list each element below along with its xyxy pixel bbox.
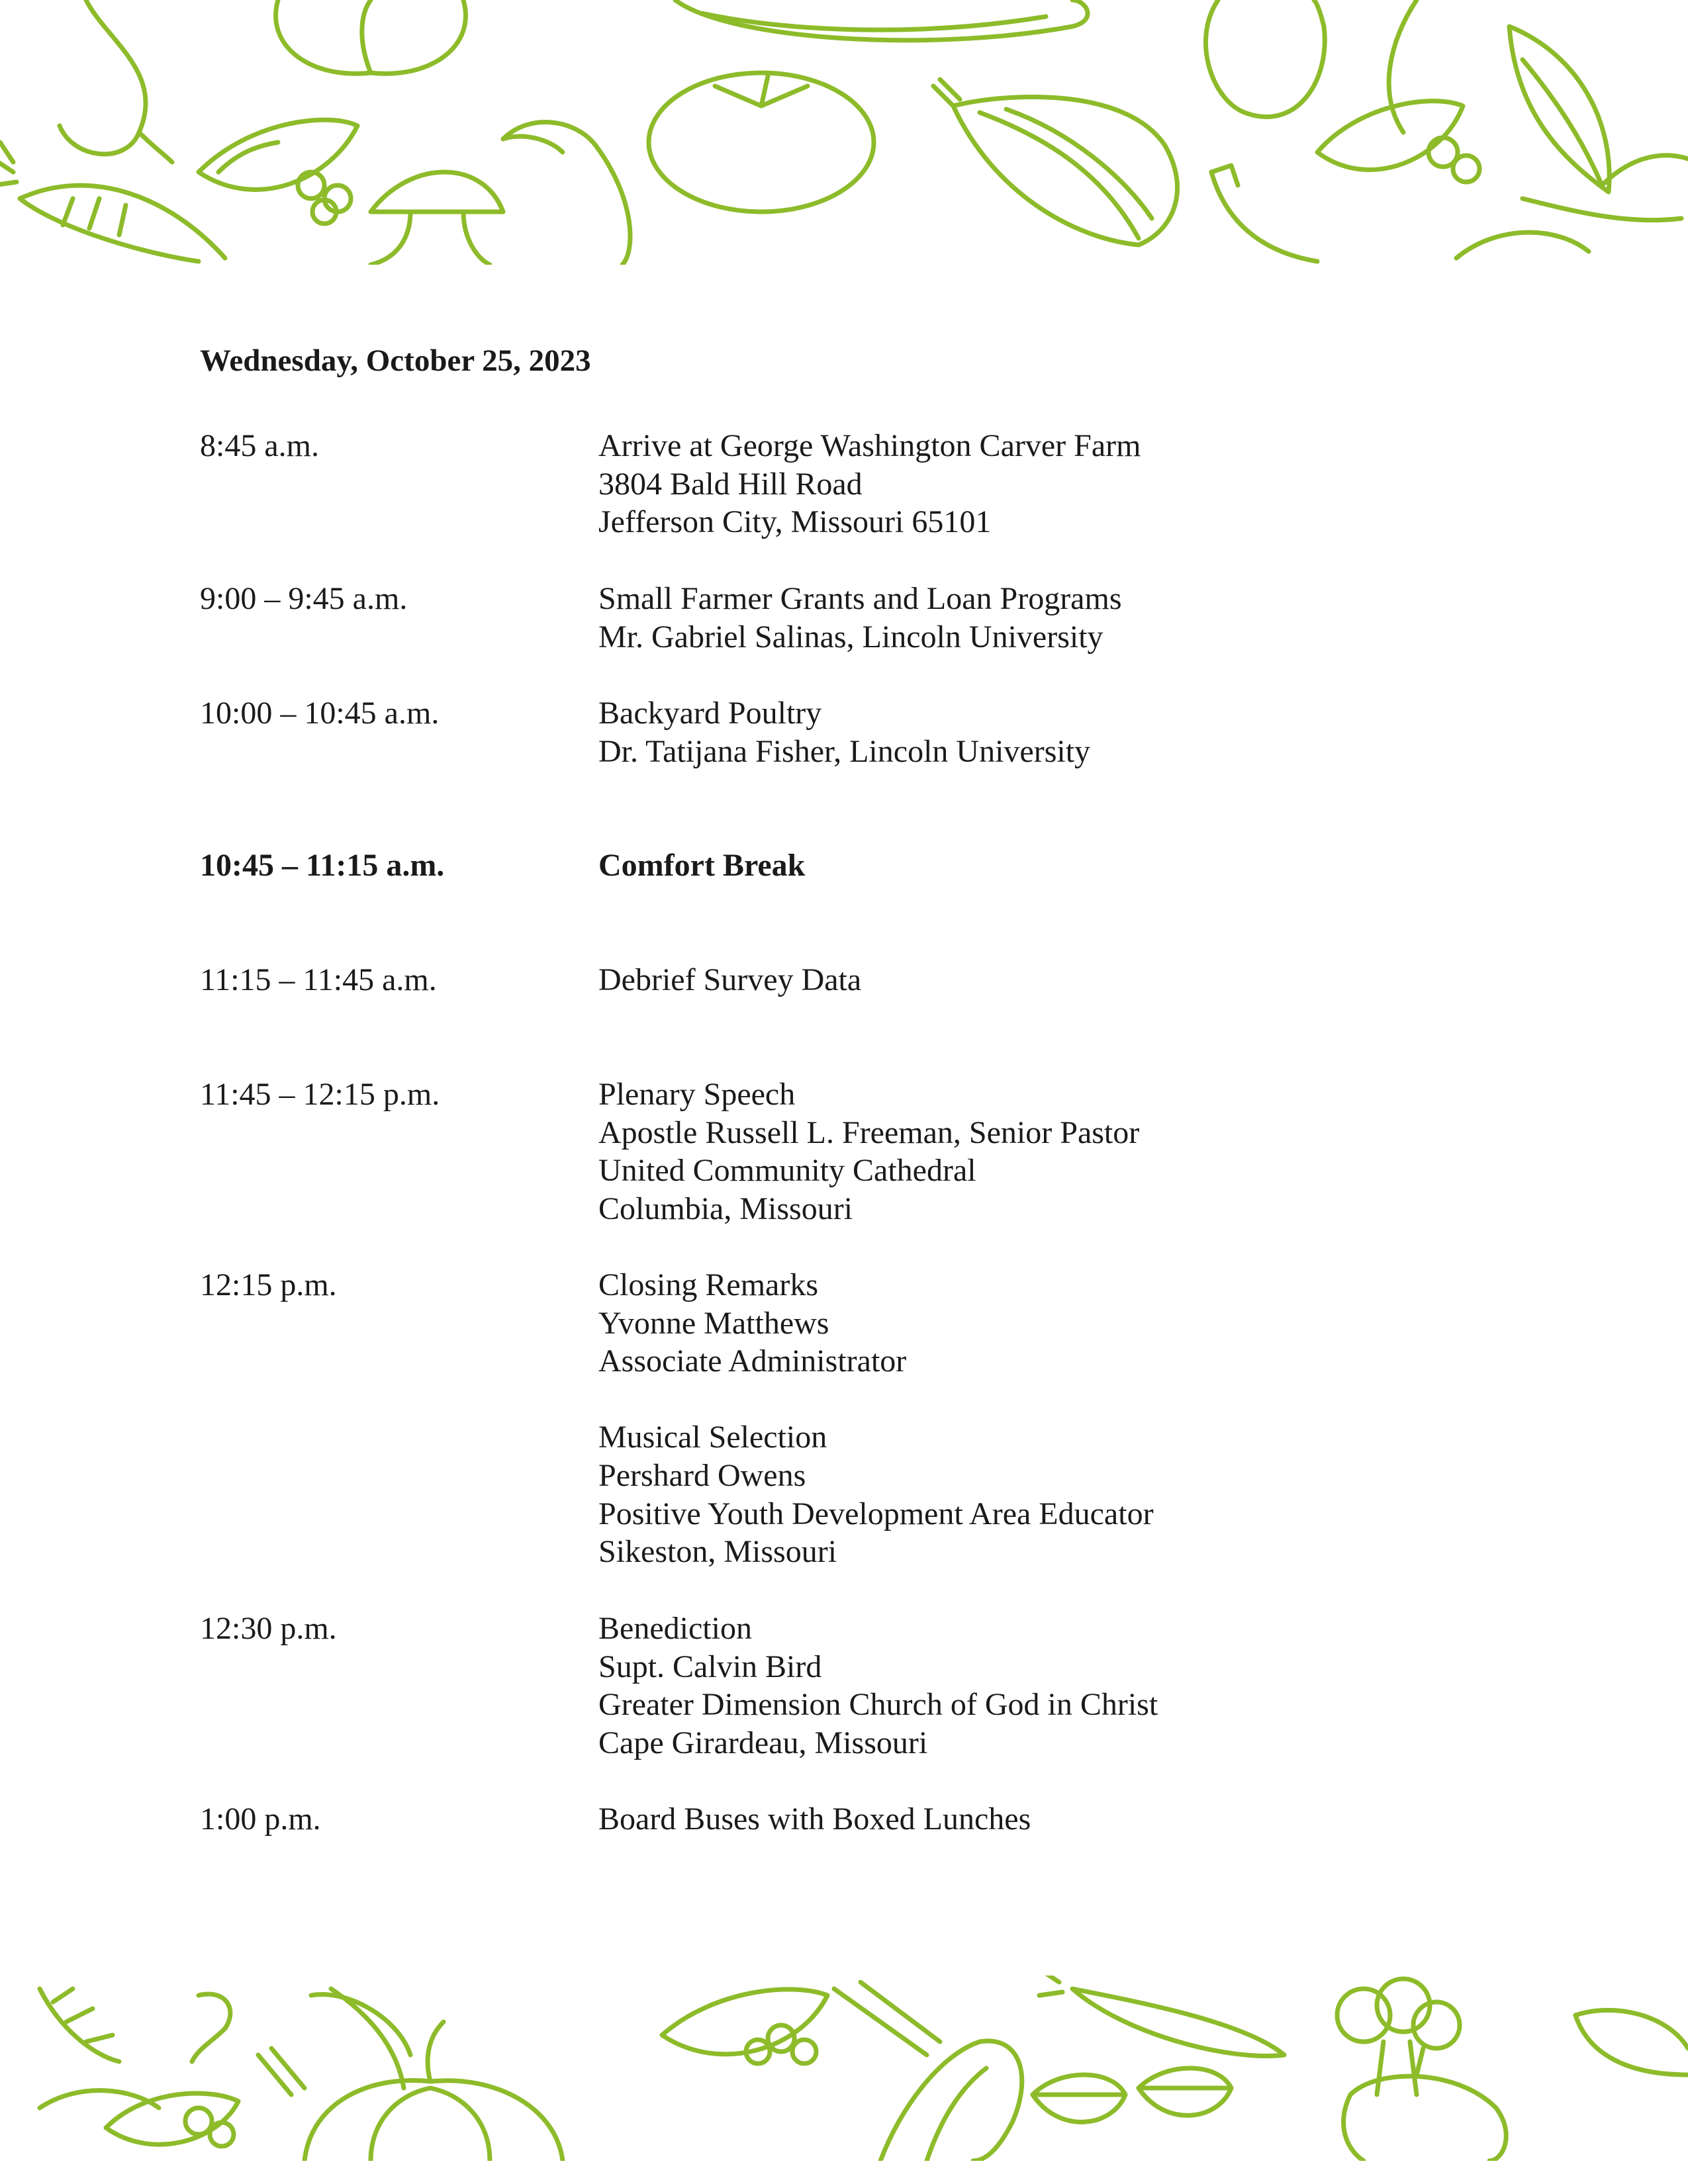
onion-icon [933,79,1178,245]
zucchini-icon-bottom [880,2041,1022,2161]
agenda-line: Comfort Break [598,848,806,883]
agenda-line: Cape Girardeau, Missouri [598,1725,928,1760]
top-vegetable-banner [0,0,1688,265]
pea-pod-icon-bottom-2 [662,1989,827,2064]
agenda-details [598,694,1459,770]
agenda-line: Backyard Poultry [598,696,822,731]
zucchini-icon [675,0,1088,40]
agenda-line: United Community Cathedral [598,1153,976,1189]
agenda-date: Wednesday, October 25, 2023 [200,343,591,378]
agenda-time: 12:15 p.m. [200,1267,337,1302]
agenda-line: Sikeston, Missouri [598,1534,837,1570]
agenda-time: 11:45 – 12:15 p.m. [200,1077,440,1112]
agenda-details [598,961,1459,999]
agenda-details [598,580,1459,656]
agenda-time: 12:30 p.m. [200,1611,337,1646]
lettuce-icon [1456,156,1688,258]
agenda-line: Benediction [598,1611,752,1646]
agenda-details [598,1075,1459,1228]
agenda-line: Dr. Tatijana Fisher, Lincoln University [598,733,1091,769]
leaf-icon [1389,0,1609,192]
pea-pod-icon-bottom [106,2093,238,2146]
agenda-time: 8:45 a.m. [200,428,319,463]
tomato-icon [649,73,874,212]
agenda-line: Board Buses with Boxed Lunches [598,1801,1031,1837]
agenda-line: Plenary Speech [598,1077,796,1112]
radish-icon [60,0,172,162]
agenda-spacer [598,1381,1459,1419]
beet-icon [1205,0,1325,116]
agenda-time: 9:00 – 9:45 a.m. [200,581,408,616]
agenda-line: Small Farmer Grants and Loan Programs [598,581,1122,616]
agenda-line: Supt. Calvin Bird [598,1649,822,1684]
herb-icon [40,1989,159,2108]
cabbage-icon [311,1989,410,2088]
pea-pod-icon [199,120,357,224]
agenda-details [598,1610,1459,1762]
garlic-icon [1211,165,1317,261]
agenda-line: Yvonne Matthews [598,1305,829,1341]
eggplant-icon [503,122,630,265]
agenda-line: Positive Youth Development Area Educator [598,1496,1154,1531]
agenda-line: Closing Remarks [598,1267,818,1302]
agenda-details [598,1266,1459,1571]
celery-icon [834,1982,940,2055]
agenda-time: 10:45 – 11:15 a.m. [200,848,445,883]
mushroom-icon [371,172,503,265]
pepper-icon [1344,2048,1507,2161]
agenda-line: Arrive at George Washington Carver Farm [598,428,1141,463]
carrot-icon [0,142,225,261]
agenda-line: Jefferson City, Missouri 65101 [598,504,992,540]
agenda-details [598,1800,1459,1839]
agenda-details [598,846,1459,885]
agenda-line: Debrief Survey Data [598,962,862,997]
bean-icon [192,1994,305,2095]
pumpkin-icon-bottom [305,2022,563,2161]
agenda-line: Musical Selection [598,1420,827,1455]
agenda-line: Pershard Owens [598,1457,806,1493]
spinach-icon [1033,2068,1231,2122]
agenda-time: 11:15 – 11:45 a.m. [200,962,437,997]
agenda-line: Associate Administrator [598,1343,907,1379]
carrot-icon-bottom [1039,1976,1284,2056]
garlic-icon-bottom [1575,2010,1688,2075]
agenda-details [598,427,1459,541]
agenda-line: Apostle Russell L. Freeman, Senior Pastor [598,1115,1140,1150]
pumpkin-icon [276,0,466,73]
bottom-vegetable-banner [0,1976,1688,2161]
agenda-line: Columbia, Missouri [598,1191,853,1226]
agenda-time: 1:00 p.m. [200,1801,321,1837]
agenda-line: Greater Dimension Church of God in Christ [598,1687,1158,1723]
agenda-line: Mr. Gabriel Salinas, Lincoln University [598,619,1103,655]
agenda-line: 3804 Bald Hill Road [598,466,863,502]
agenda-time: 10:00 – 10:45 a.m. [200,696,440,731]
pea-pod-icon-right [1317,101,1479,182]
agenda [200,341,1524,1837]
